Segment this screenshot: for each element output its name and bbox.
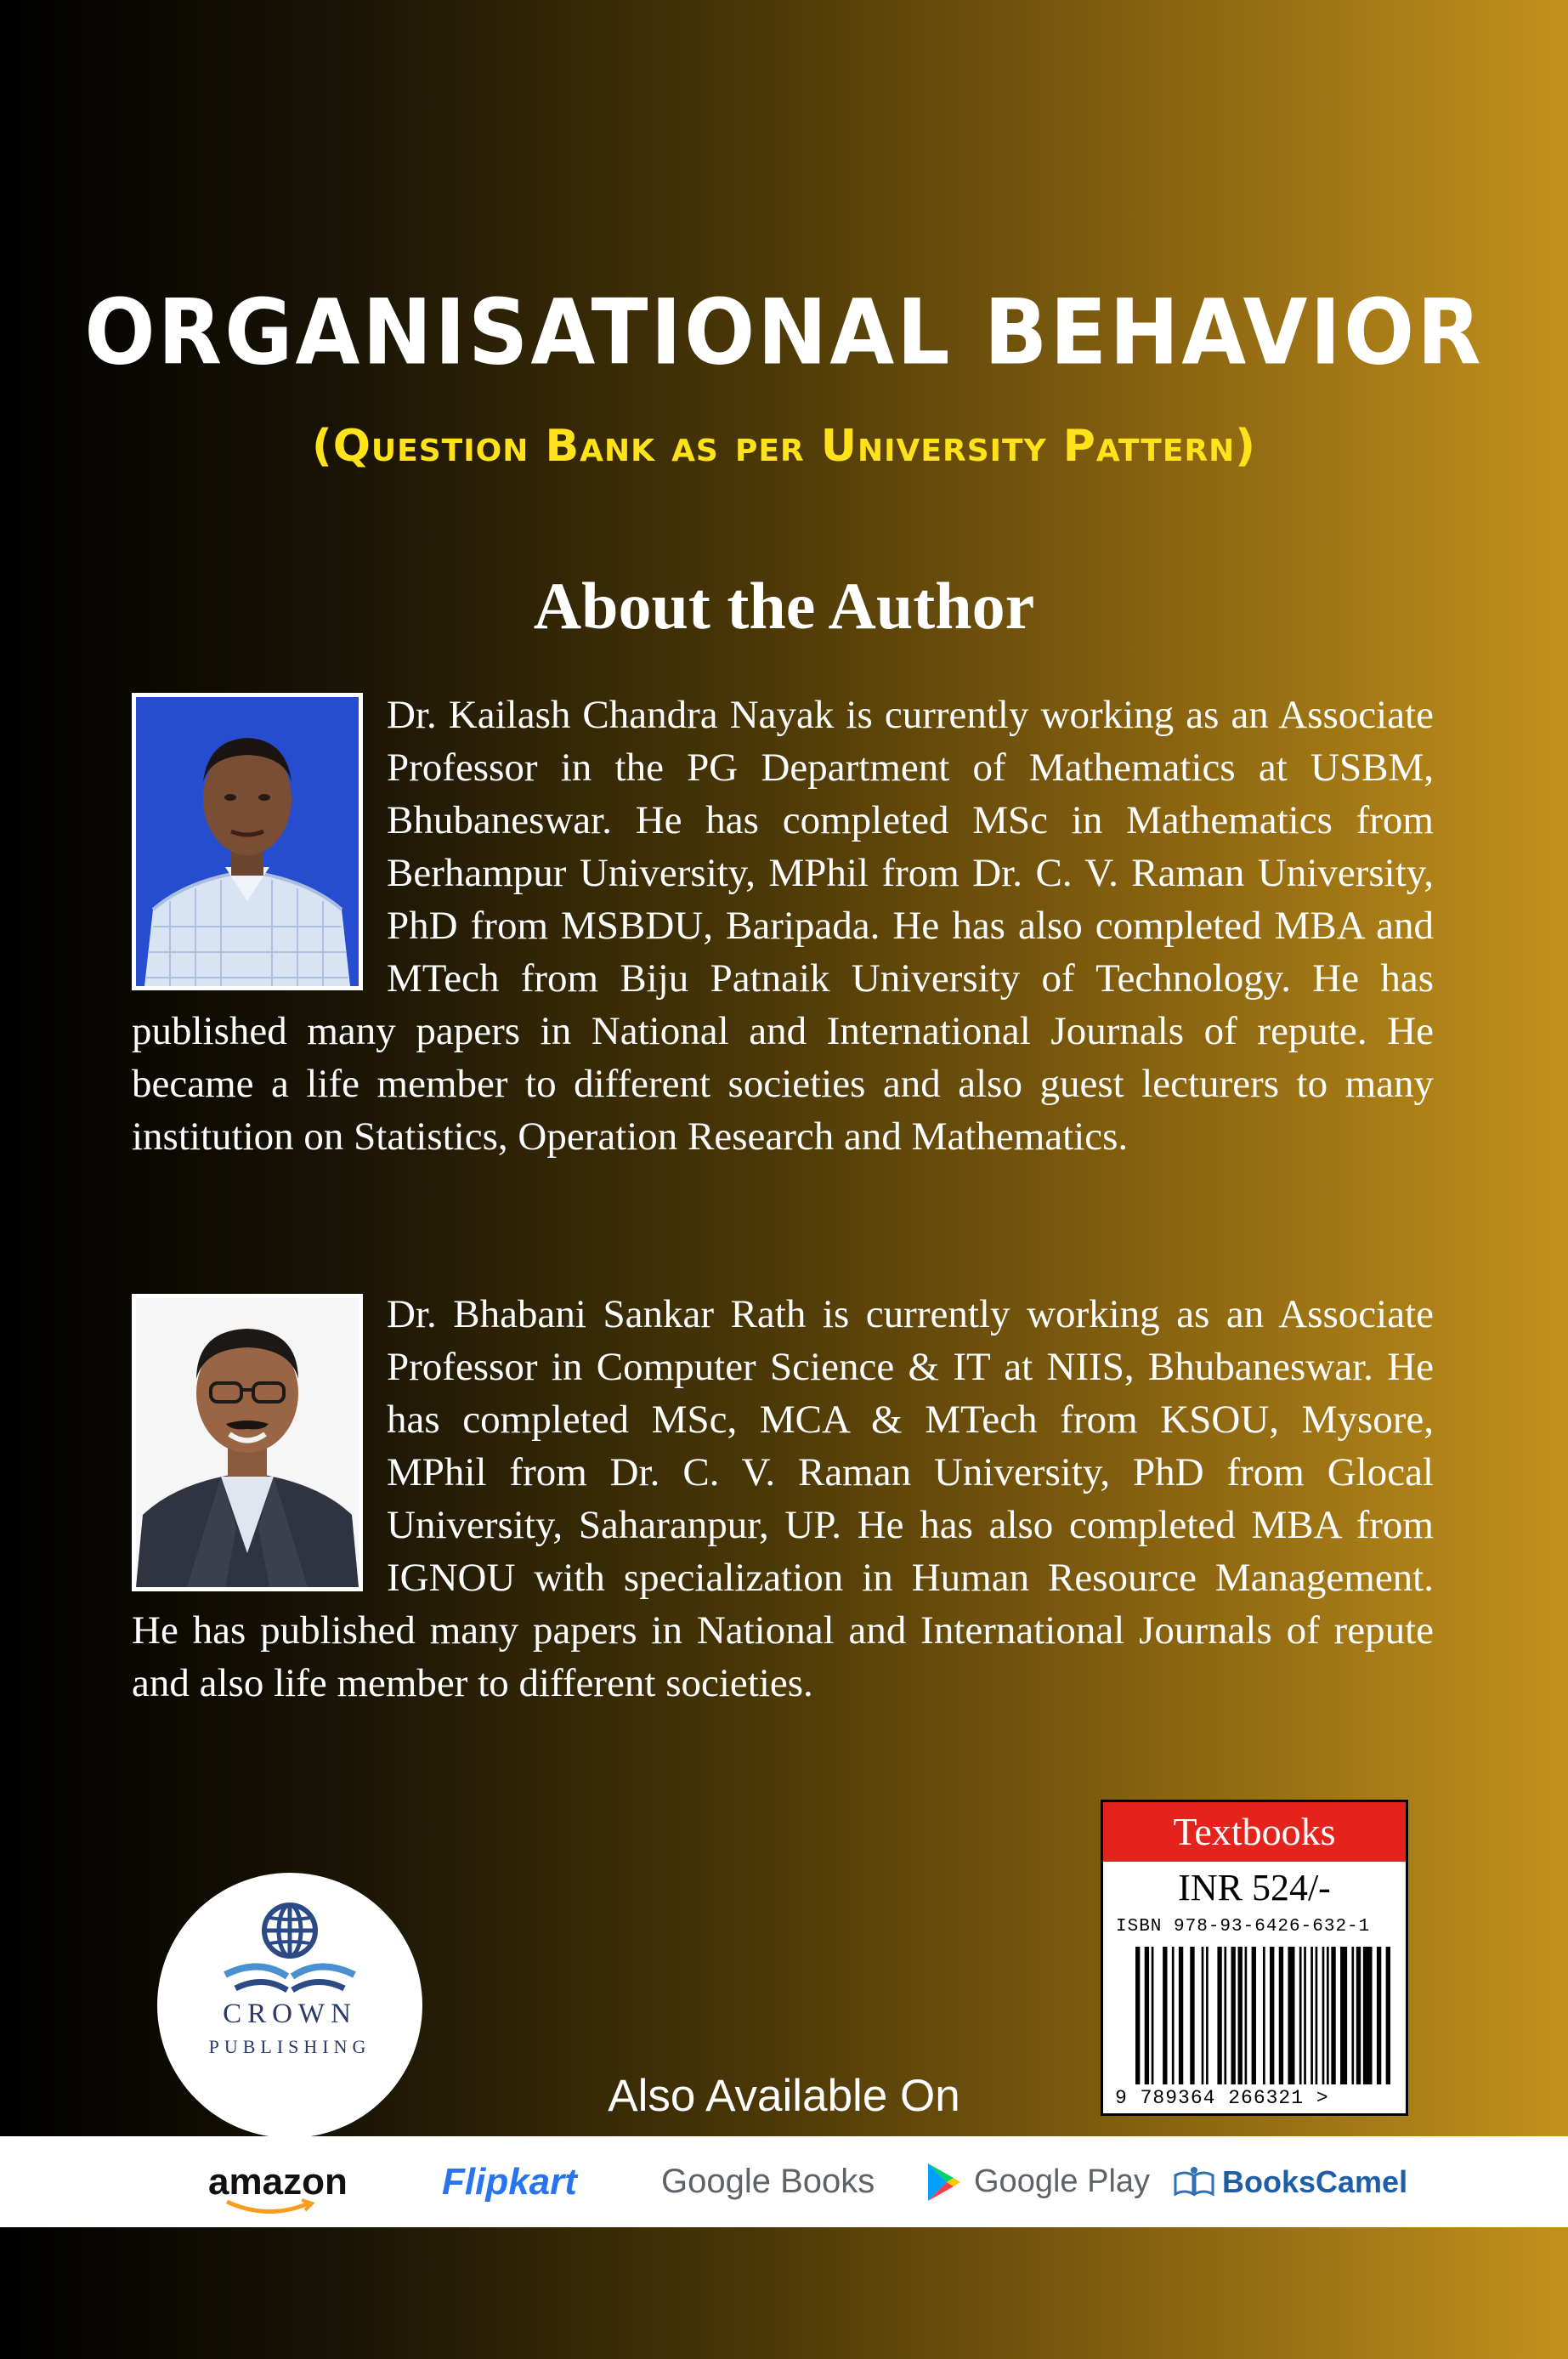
barcode-digits: 9 789364 266321 >	[1115, 2087, 1329, 2109]
barcode-bar	[1179, 1947, 1183, 2084]
barcode-bar	[1190, 1947, 1194, 2084]
barcode-bar	[1238, 1947, 1243, 2084]
google-play-label: Google Play	[974, 2163, 1151, 2199]
barcode-bar	[1217, 1947, 1221, 2084]
barcode-bar	[1135, 1947, 1140, 2084]
author-2-photo-spacer	[132, 1288, 387, 1585]
barcode-bar	[1377, 1947, 1381, 2084]
also-available-heading: Also Available On	[608, 2071, 960, 2121]
author-1-bio-text: Dr. Kailash Chandra Nayak is currently working as an Associate Professor in the PG Department of Mathematics at USBM, Bhubaneswar. He has completed MSc in Mathematics from Berhampur University, MPhil from Dr. C. V. Raman University, PhD from MSBDU, Baripada. He has also completed MBA and MTech from Biju Patnaik University of Technology. He has published many papers in National and International Journals of repute. He became a life member to different societies and also guest lecturers to many institution on Statistics, Operation Research and Mathematics.	[132, 693, 1434, 1159]
amazon-store-logo[interactable]	[208, 2136, 348, 2227]
book-title: ORGANISATIONAL BEHAVIOR	[84, 281, 1484, 386]
about-heading: About the Author	[533, 569, 1035, 643]
barcode-bar	[1270, 1947, 1274, 2084]
barcode-bar	[1331, 1947, 1335, 2084]
barcode-bar	[1299, 1947, 1302, 2084]
barcode-bar	[1172, 1947, 1175, 2084]
barcode-bar	[1224, 1947, 1226, 2084]
barcode-bar	[1245, 1947, 1248, 2084]
book-subtitle: (Question Bank as per University Pattern)	[311, 421, 1257, 472]
google-books-label: Google Books	[661, 2163, 875, 2200]
barcode-bar	[1145, 1947, 1149, 2084]
barcode-bar	[1304, 1947, 1306, 2084]
google-play-icon	[925, 2162, 962, 2203]
google-books-store-logo[interactable]	[661, 2136, 875, 2227]
barcode-bar	[1231, 1947, 1236, 2084]
open-book-icon	[1173, 2165, 1215, 2199]
author-1-bio	[132, 689, 1434, 1163]
barcode-bar	[1152, 1947, 1154, 2084]
barcode-bar	[1386, 1947, 1390, 2084]
barcode-bar	[1288, 1947, 1294, 2084]
author-2-bio-text: Dr. Bhabani Sankar Rath is currently working as an Associate Professor in Computer Science & IT at NIIS, Bhubaneswar. He has completed MSc, MCA & MTech from KSOU, Mysore, MPhil from Dr. C. V. Raman University, PhD from Glocal University, Saharanpur, UP. He has also completed MBA from IGNOU with specialization in Human Resource Management. He has published many papers in National and International Journals of repute and also life member to different societies.	[132, 1292, 1434, 1705]
barcode-bar	[1351, 1947, 1354, 2084]
barcode-bar	[1263, 1947, 1265, 2084]
bookscamel-store-logo[interactable]	[1173, 2136, 1407, 2227]
publisher-name: CROWN	[223, 1999, 357, 2029]
barcode-bar	[1310, 1947, 1313, 2084]
barcode-bar	[1316, 1947, 1318, 2084]
author-2-bio	[132, 1288, 1434, 1710]
barcode	[1135, 1947, 1390, 2084]
price-label: INR 524/-	[1178, 1867, 1331, 1908]
amazon-label: amazon	[208, 2160, 348, 2203]
google-play-store-logo[interactable]	[925, 2136, 1150, 2227]
author-1-photo-spacer	[132, 689, 387, 986]
barcode-bar	[1340, 1947, 1347, 2084]
barcode-bar	[1206, 1947, 1209, 2084]
category-label: Textbooks	[1103, 1802, 1406, 1862]
barcode-bar	[1327, 1947, 1329, 2084]
isbn-label: ISBN 978-93-6426-632-1	[1116, 1917, 1371, 1937]
barcode-bar	[1252, 1947, 1256, 2084]
amazon-smile-icon	[224, 2198, 317, 2217]
barcode-bar	[1322, 1947, 1325, 2084]
price-isbn-box	[1101, 1800, 1408, 2116]
bookscamel-label: BooksCamel	[1222, 2163, 1408, 2199]
barcode-bar	[1356, 1947, 1361, 2084]
flipkart-label: Flipkart	[442, 2160, 577, 2203]
publisher-tagline: PUBLISHING	[208, 2036, 371, 2057]
barcode-bar	[1202, 1947, 1204, 2084]
barcode-bar	[1163, 1947, 1167, 2084]
flipkart-store-logo[interactable]	[442, 2136, 577, 2227]
barcode-bar	[1279, 1947, 1283, 2084]
store-logos-bar	[0, 2136, 1568, 2227]
barcode-bar	[1363, 1947, 1373, 2084]
